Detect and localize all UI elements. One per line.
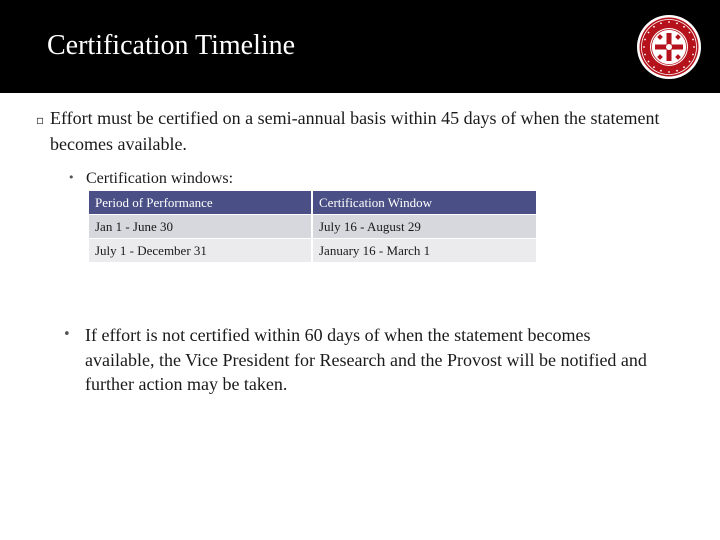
table-row [89,215,536,239]
bullet-dot-icon: • [68,171,75,184]
main-bullet-text [36,106,676,156]
table-header-row [89,191,536,215]
period-cell: Jan 1 - June 30 [89,215,311,239]
slide-title: Certification Timeline [47,30,296,61]
bullet-dot-icon: • [63,327,71,342]
sub-bullet-text: Certification windows: [86,170,234,187]
certification-table [89,191,536,262]
bullet-marker-icon: ▫ [36,113,45,127]
table-row [89,239,536,262]
main-bullet [36,106,676,156]
header-window: Certification Window [311,191,536,215]
main-bullet-label: Effort must be certified on a semi-annual basis within 45 days of when the statement becomes available. [50,108,660,154]
followup-bullet [63,323,663,397]
university-seal-icon [636,14,702,80]
period-cell: July 1 - December 31 [89,239,311,262]
window-cell: January 16 - March 1 [311,239,536,262]
header-period: Period of Performance [89,191,311,215]
window-cell: July 16 - August 29 [311,215,536,239]
sub-bullet [68,167,233,190]
followup-bullet-text: If effort is not certified within 60 days of when the statement becomes available, the Vice President for Research and the Provost will be notified and further action may be taken. [85,325,647,394]
title-bar [0,0,720,93]
